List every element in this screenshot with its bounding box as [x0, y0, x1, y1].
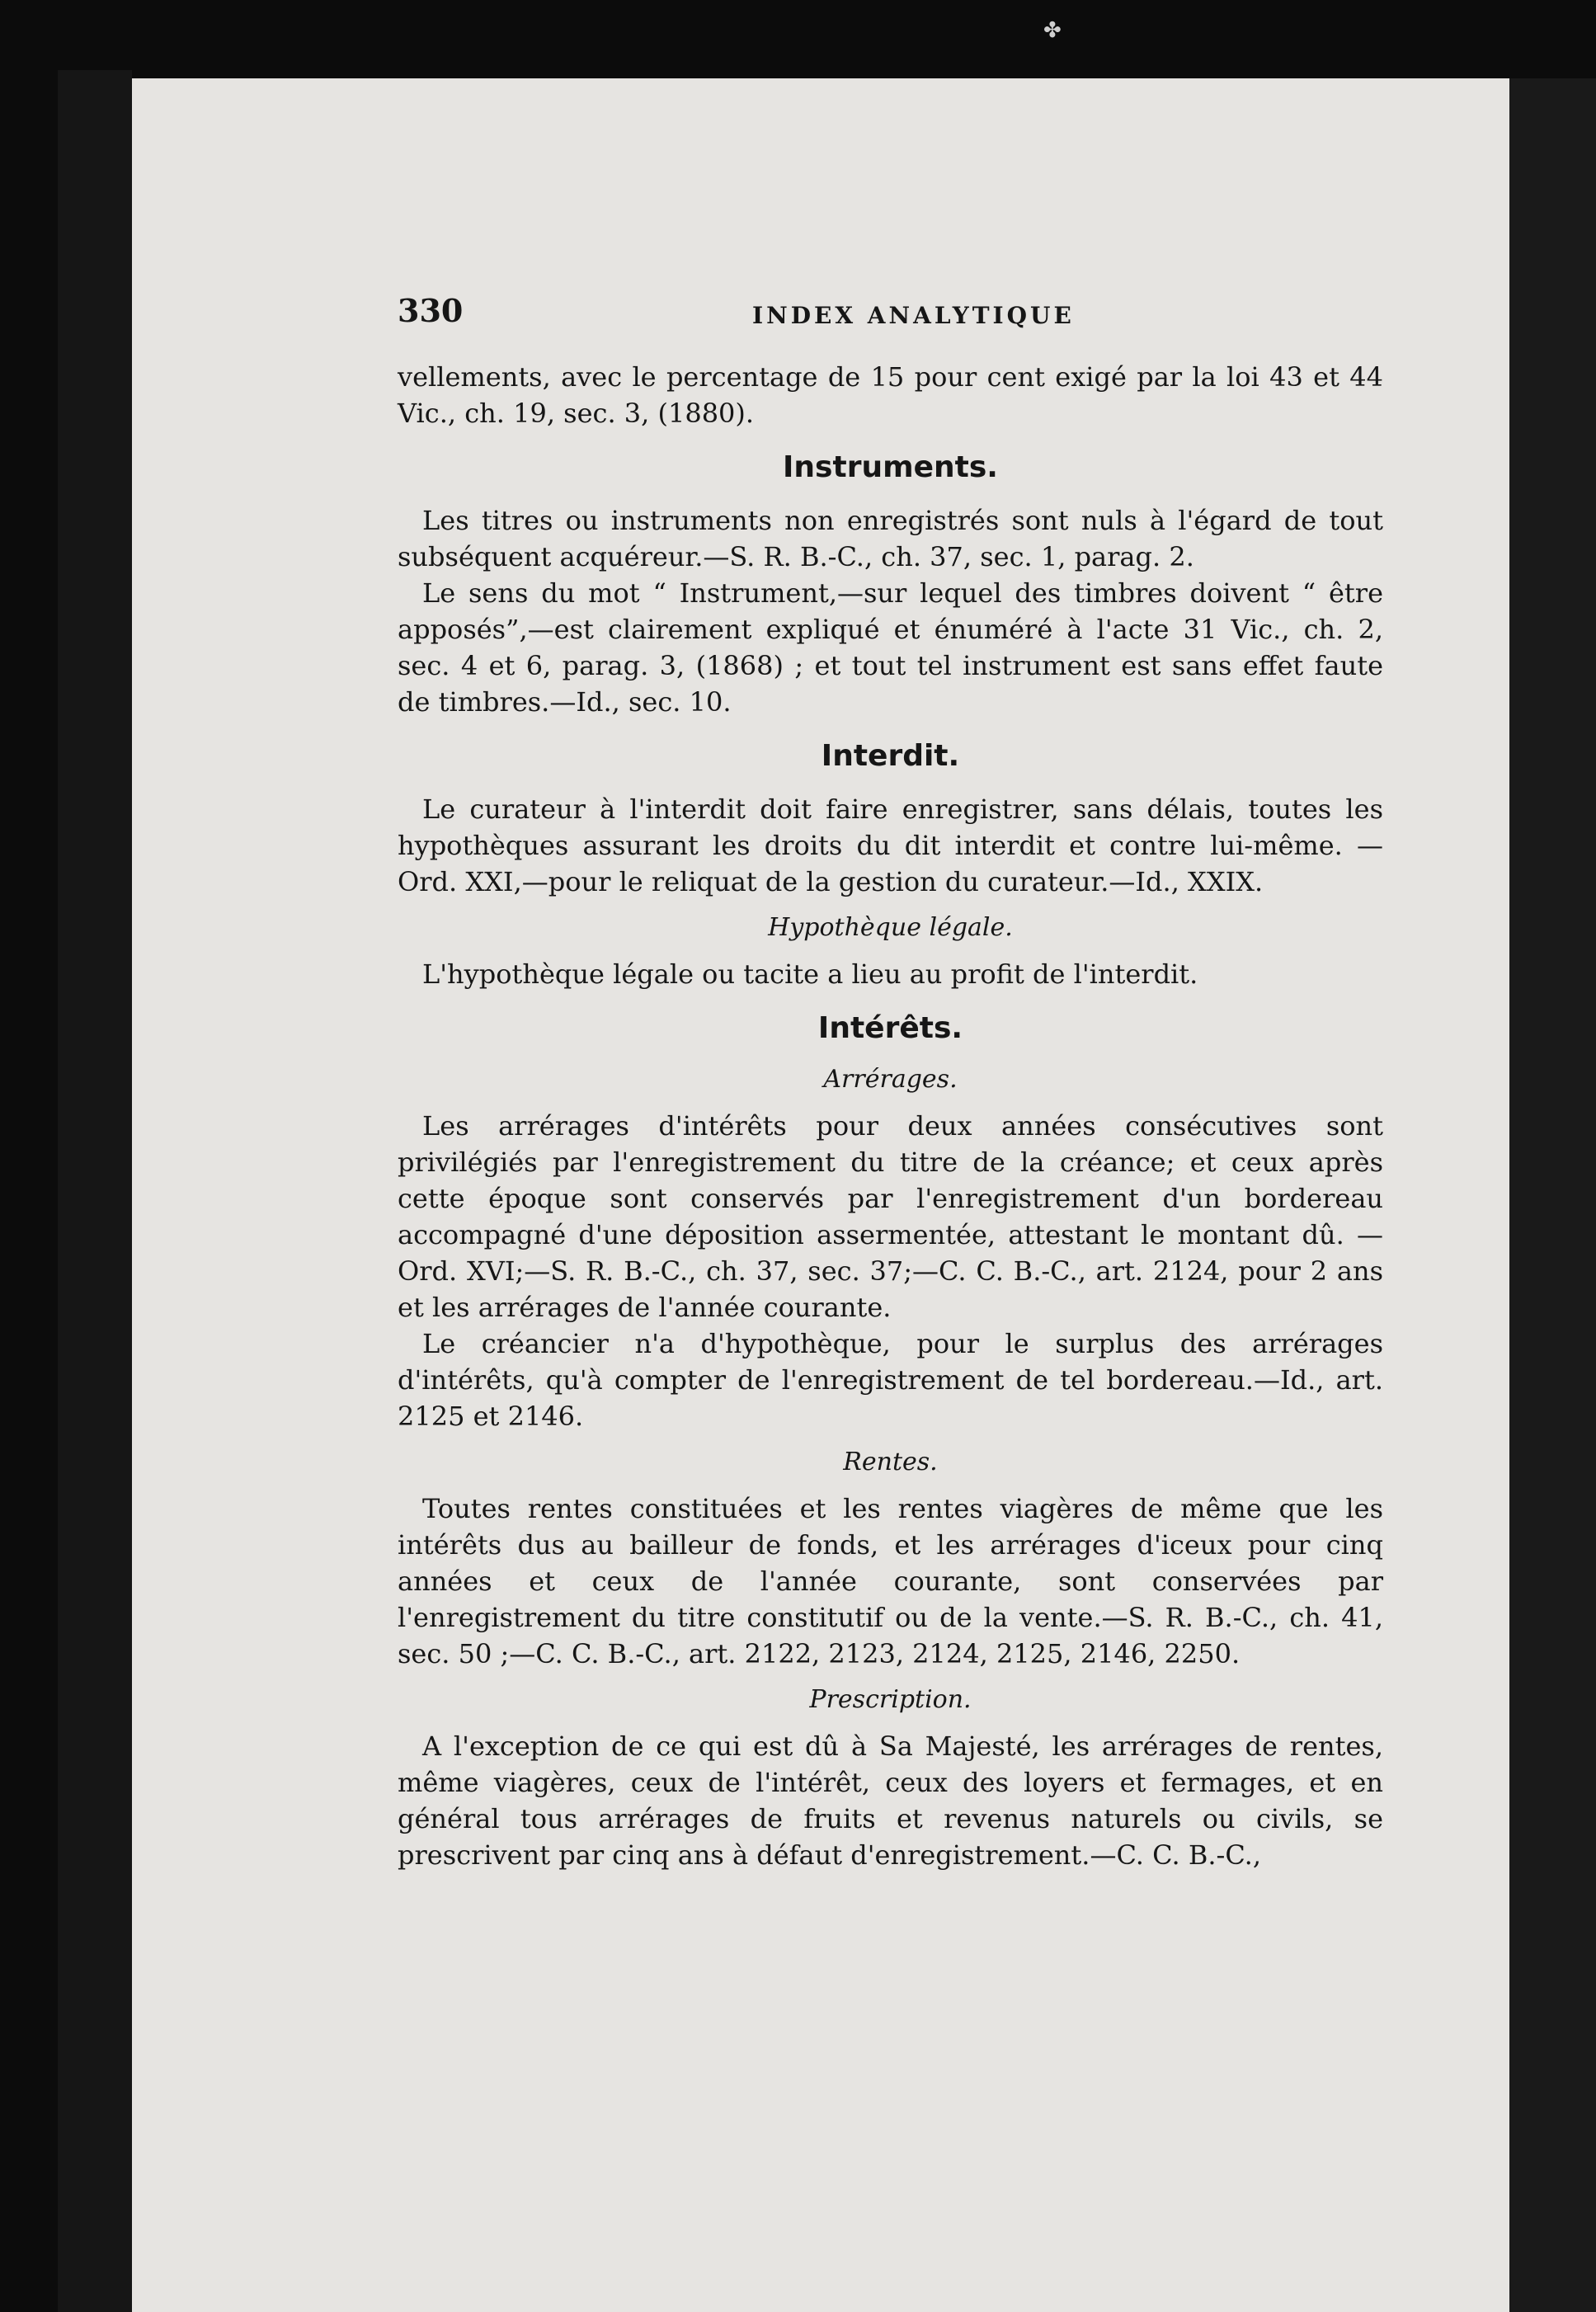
subheading-prescription: Prescription. [809, 1685, 972, 1714]
scan-artifact-mark: ✤ [1043, 18, 1062, 43]
page-number: 330 [398, 292, 464, 329]
subheading-rentes: Rentes. [843, 1448, 938, 1476]
interdit-paragraph-2: L'hypothèque légale ou tacite a lieu au profit de l'interdit. [422, 958, 1198, 990]
subheading-hypotheque-legale: Hypothèque légale. [768, 913, 1013, 942]
interdit-paragraph-1: Le curateur à l'interdit doit faire enregistrer, sans délais, toutes les hypothèques assurant les droits du dit interdit et contre lui-même. —Ord. XXI,—pour le reliquat de la gestion du curateur.—Id., XXIX. [398, 793, 1383, 897]
section-heading-interets: Intérêts. [817, 1011, 963, 1045]
scan-right-border [1509, 78, 1596, 2312]
section-heading-instruments: Instruments. [783, 450, 998, 484]
section-heading-interdit: Interdit. [821, 739, 960, 773]
interets-paragraph-4: A l'exception de ce qui est dû à Sa Majesté, les arrérages de rentes, même viagères, ceux de l'intérêt, ceux des loyers et fermages, et en général tous arrérages de fruits et revenus naturels ou civils, se prescrivent par cinq ans à défaut d'enregistrement.—C. C. B.-C., [398, 1730, 1383, 1871]
running-header [274, 293, 1383, 342]
scan-left-border [58, 70, 132, 2312]
intro-paragraph: vellements, avec le percentage de 15 pour cent exigé par la loi 43 et 44 Vic., ch. 19, sec. 3, (1880). [398, 361, 1383, 429]
page-body [274, 359, 1383, 1873]
instruments-paragraph-2: Le sens du mot “ Instrument,—sur lequel des timbres doivent “ être apposés”,—est clairement expliqué et énuméré à l'acte 31 Vic., ch. 2, sec. 4 et 6, parag. 3, (1868) ; et tout tel instrument est sans effet faute de timbres.—Id., sec. 10. [398, 577, 1383, 718]
interets-paragraph-3: Toutes rentes constituées et les rentes viagères de même que les intérêts dus au bailleur de fonds, et les arrérages d'iceux pour cinq années et ceux de l'année courante, sont conservées par l'enregistrement du titre constitutif ou de la vente.—S. R. B.-C., ch. 41, sec. 50 ;—C. C. B.-C., art. 2122, 2123, 2124, 2125, 2146, 2250. [398, 1493, 1383, 1669]
instruments-paragraph-1: Les titres ou instruments non enregistrés sont nuls à l'égard de tout subséquent acquéreur.—S. R. B.-C., ch. 37, sec. 1, parag. 2. [398, 505, 1383, 572]
subheading-arrerages: Arrérages. [823, 1065, 958, 1094]
interets-paragraph-1: Les arrérages d'intérêts pour deux années consécutives sont privilégiés par l'enregistrement du titre de la créance; et ceux après cette époque sont conservés par l'enregistrement d'un bordereau accompagné d'une déposition assermentée, attestant le montant dû. —Ord. XVI;—S. R. B.-C., ch. 37, sec. 37;—C. C. B.-C., art. 2124, pour 2 ans et les arrérages de l'année courante. [398, 1110, 1383, 1323]
interets-paragraph-2: Le créancier n'a d'hypothèque, pour le surplus des arrérages d'intérêts, qu'à compter de l'enregistrement de tel bordereau.—Id., art. 2125 et 2146. [398, 1328, 1383, 1432]
page-content [274, 293, 1383, 1873]
running-head-title: INDEX ANALYTIQUE [752, 302, 1075, 329]
